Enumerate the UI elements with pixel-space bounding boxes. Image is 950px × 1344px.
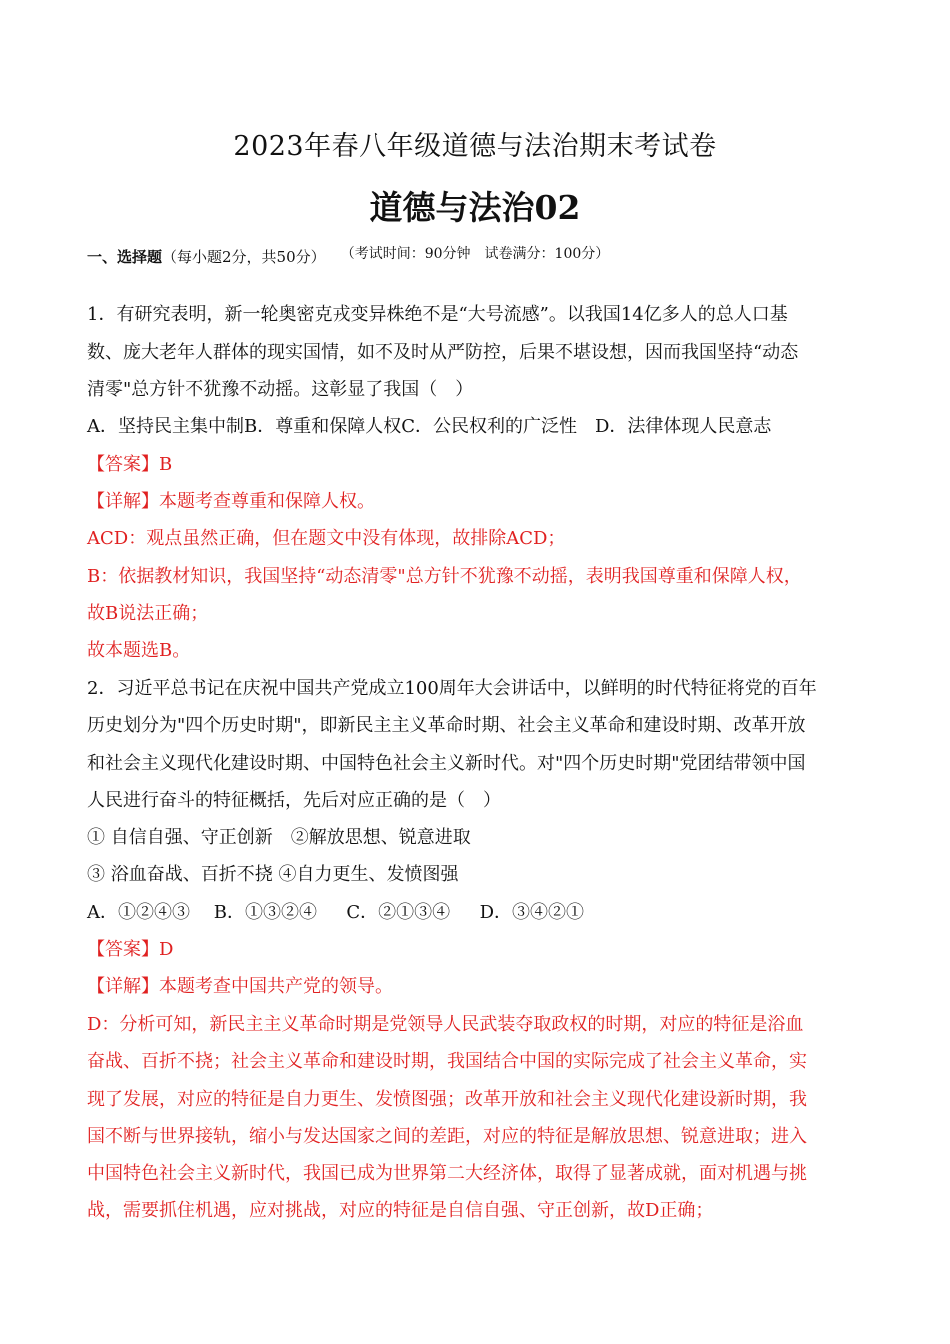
q2-item-line: ① 自信自强、守正创新 ②解放思想、锐意进取 bbox=[87, 827, 471, 848]
q2-explain-line: 现了发展，对应的特征是自力更生、发愤图强；改革开放和社会主义现代化建设新时期，我 bbox=[87, 1089, 807, 1110]
q1-answer: 【答案】B bbox=[87, 454, 173, 475]
q1-explain-line: B：依据教材知识，我国坚持“动态清零"总方针不犹豫不动摇，表明我国尊重和保障人权， bbox=[87, 566, 802, 587]
exam-info: （考试时间：90分钟 试卷满分：100分） bbox=[340, 246, 610, 262]
section-title: 一、选择题 bbox=[87, 248, 163, 266]
q1-options: A．坚持民主集中制B．尊重和保障人权C．公民权利的广泛性 D．法律体现人民意志 bbox=[87, 416, 772, 437]
q2-options: A．①②④③ B．①③②④ C．②①③④ D．③④②① bbox=[87, 902, 585, 923]
q2-detail: 【详解】本题考查中国共产党的领导。 bbox=[87, 976, 393, 997]
q1-stem-line: 数、庞大老年人群体的现实国情，如不及时从严防控，后果不堪设想，因而我国坚持“动态 bbox=[87, 342, 799, 363]
q2-stem-line: 人民进行奋斗的特征概括，先后对应正确的是（ ） bbox=[87, 790, 501, 811]
q2-explain-line: 中国特色社会主义新时代，我国已成为世界第二大经济体，取得了显著成就，面对机遇与挑 bbox=[87, 1163, 807, 1184]
q1-detail: 【详解】本题考查尊重和保障人权。 bbox=[87, 491, 375, 512]
q1-explain-line: 故本题选B。 bbox=[87, 640, 191, 661]
q1-stem-line: 清零"总方针不犹豫不动摇。这彰显了我国（ ） bbox=[87, 379, 474, 400]
q2-explain-line: D：分析可知，新民主主义革命时期是党领导人民武装夺取政权的时期，对应的特征是浴血 bbox=[87, 1014, 804, 1035]
q2-item-line: ③ 浴血奋战、百折不挠 ④自力更生、发愤图强 bbox=[87, 864, 459, 885]
q1-explain-line: ACD：观点虽然正确，但在题文中没有体现，故排除ACD； bbox=[87, 528, 566, 549]
q2-stem-line: 2．习近平总书记在庆祝中国共产党成立100周年大会讲话中，以鲜明的时代特征将党的百年 bbox=[87, 678, 817, 699]
q1-stem-line: 1．有研究表明，新一轮奥密克戎变异株绝不是“大号流感”。以我国14亿多人的总人口基 bbox=[87, 304, 788, 325]
q2-answer: 【答案】D bbox=[87, 939, 174, 960]
q2-stem-line: 和社会主义现代化建设时期、中国特色社会主义新时代。对"四个历史时期"党团结带领中国 bbox=[87, 753, 806, 774]
section-note: （每小题2分，共50分） bbox=[162, 248, 326, 266]
q2-explain-line: 国不断与世界接轨，缩小与发达国家之间的差距，对应的特征是解放思想、锐意进取；进入 bbox=[87, 1126, 807, 1147]
subject-title: 道德与法治02 bbox=[369, 188, 581, 227]
q2-explain-line: 战，需要抓住机遇，应对挑战，对应的特征是自信自强、守正创新，故D正确； bbox=[87, 1200, 714, 1221]
q1-explain-line: 故B说法正确； bbox=[87, 603, 209, 624]
q2-explain-line: 奋战、百折不挠；社会主义革命和建设时期，我国结合中国的实际完成了社会主义革命，实 bbox=[87, 1051, 807, 1072]
exam-title: 2023年春八年级道德与法治期末考试卷 bbox=[233, 131, 717, 162]
section-heading bbox=[87, 244, 326, 270]
q2-stem-line: 历史划分为"四个历史时期"，即新民主主义革命时期、社会主义革命和建设时期、改革开放 bbox=[87, 715, 806, 736]
